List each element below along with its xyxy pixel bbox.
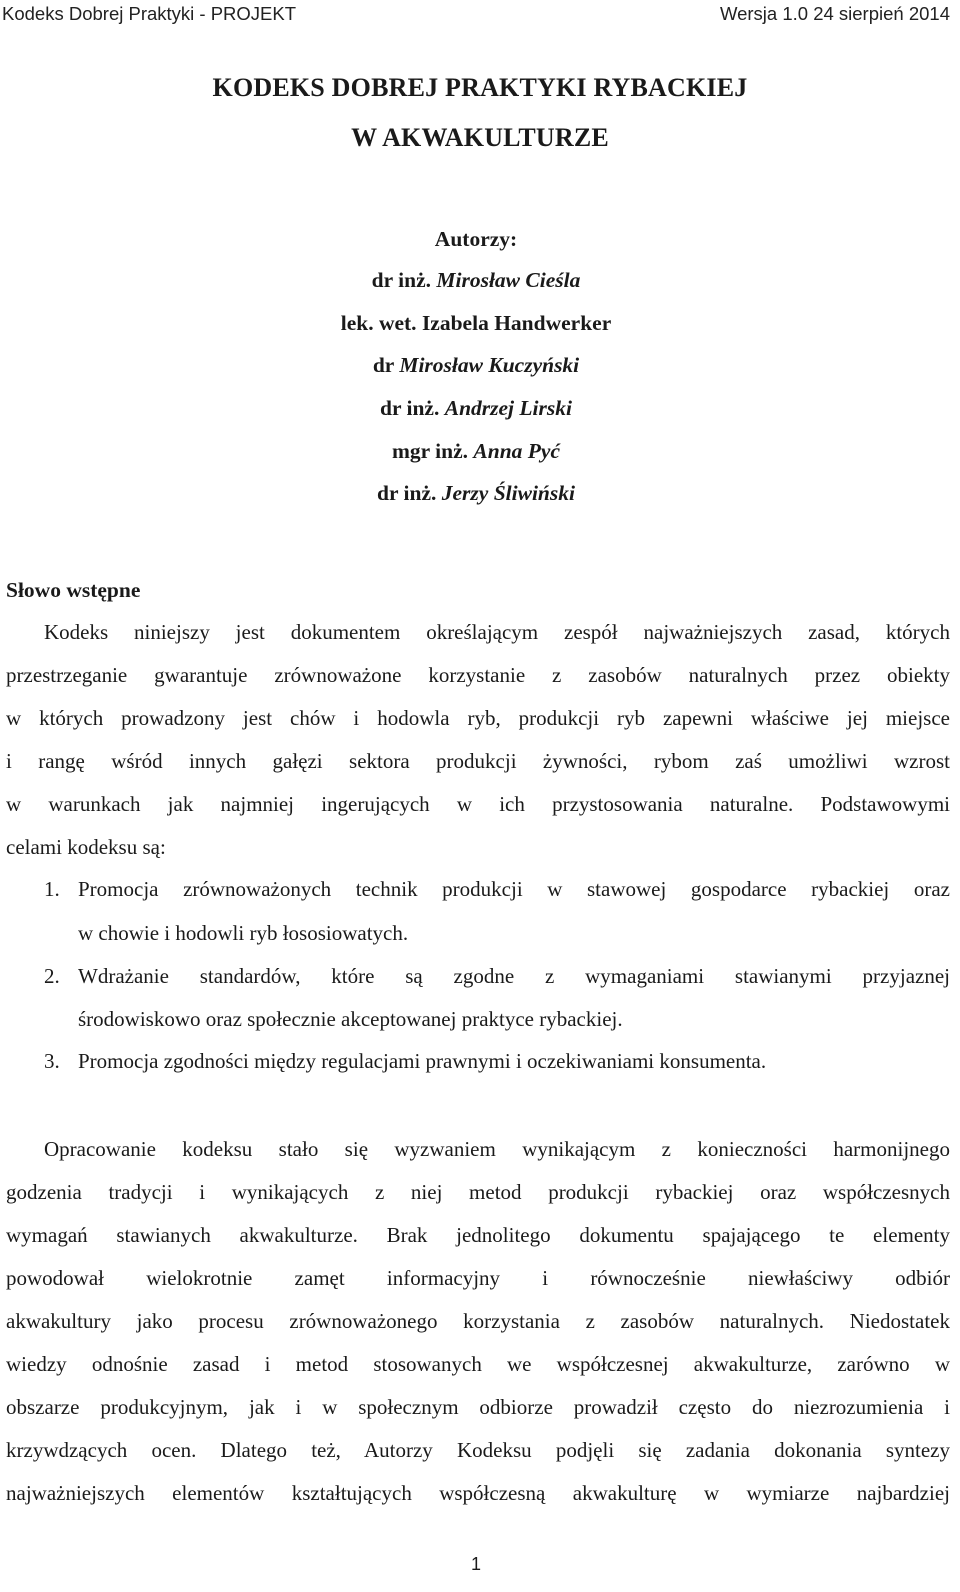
list-item-number: 3.	[44, 1049, 60, 1073]
paragraph-line: powodował wielokrotnie zamęt informacyjny i równocześnie niewłaściwy odbiór	[6, 1266, 950, 1290]
paragraph-line: celami kodeksu są:	[6, 835, 166, 859]
author-name: Mirosław Cieśla	[436, 268, 581, 292]
list-item-line: Wdrażanie standardów, które są zgodne z wymaganiami stawianymi przyjaznej	[78, 964, 950, 988]
paragraph-line: wiedzy odnośnie zasad i metod stosowanych we współczesnej akwakulturze, zarówno w	[6, 1352, 950, 1376]
author-degree: dr	[372, 353, 400, 377]
paragraph-line: najważniejszych elementów kształtujących współczesną akwakulturę w wymiarze najbardziej	[6, 1481, 950, 1505]
author-name: Andrzej Lirski	[444, 396, 572, 420]
author-2	[0, 311, 952, 336]
author-degree: dr inż.	[371, 268, 437, 292]
author-degree: dr inż.	[380, 396, 445, 420]
author-name: Jerzy Śliwiński	[441, 481, 575, 505]
list-item-line: środowiskowo oraz społecznie akceptowanej praktyce rybackiej.	[78, 1007, 623, 1031]
paragraph-line: i rangę wśród innych gałęzi sektora produkcji żywności, rybom zaś umożliwi wzrost	[6, 749, 950, 773]
list-item-number: 1.	[44, 877, 60, 901]
author-degree: lek. wet.	[340, 311, 422, 335]
list-item-line: w chowie i hodowli ryb łososiowatych.	[78, 921, 409, 945]
paragraph-line: Opracowanie kodeksu stało się wyzwaniem wynikającym z konieczności harmonijnego	[44, 1137, 950, 1161]
author-1	[0, 268, 952, 293]
authors-label: Autorzy:	[434, 227, 518, 251]
list-item-line: Promocja zgodności między regulacjami prawnymi i oczekiwaniami konsumenta.	[78, 1049, 767, 1073]
author-name: Mirosław Kuczyński	[399, 353, 580, 377]
list-item-line: Promocja zrównoważonych technik produkcji w stawowej gospodarce rybackiej oraz	[78, 877, 950, 901]
header-doc-title: Kodeks Dobrej Praktyki - PROJEKT	[2, 3, 297, 24]
author-5	[0, 439, 952, 464]
page-header	[0, 0, 960, 32]
author-degree: mgr inż.	[391, 439, 474, 463]
list-item-number: 2.	[44, 964, 60, 988]
author-6	[0, 481, 952, 506]
document-title-line-2: W AKWAKULTURZE	[351, 123, 609, 152]
author-name: Izabela Handwerker	[421, 311, 612, 335]
page-number: 1	[470, 1554, 481, 1574]
paragraph-line: w warunkach jak najmniej ingerujących w ich przystosowania naturalne. Podstawowymi	[6, 792, 950, 816]
paragraph-line: akwakultury jako procesu zrównoważonego korzystania z zasobów naturalnych. Niedostatek	[6, 1309, 950, 1333]
paragraph-line: krzywdzących ocen. Dlatego też, Autorzy Kodeksu podjęli się zadania dokonania syntezy	[6, 1438, 950, 1462]
paragraph-line: wymagań stawianych akwakulturze. Brak jednolitego dokumentu spajającego te elementy	[6, 1223, 950, 1247]
paragraph-line: godzenia tradycji i wynikających z niej metod produkcji rybackiej oraz współczesnych	[6, 1180, 950, 1204]
document-title-line-1: KODEKS DOBREJ PRAKTYKI RYBACKIEJ	[212, 73, 748, 102]
section-title-foreword: Słowo wstępne	[6, 578, 141, 602]
author-name: Anna Pyć	[473, 439, 561, 463]
author-3	[0, 353, 952, 378]
paragraph-line: przestrzeganie gwarantuje zrównoważone korzystanie z zasobów naturalnych przez obiekty	[6, 663, 950, 687]
paragraph-line: w których prowadzony jest chów i hodowla ryb, produkcji ryb zapewni właściwe jej miejsce	[6, 706, 950, 730]
paragraph-line: Kodeks niniejszy jest dokumentem określającym zespół najważniejszych zasad, których	[44, 620, 950, 644]
paragraph-line: obszarze produkcyjnym, jak i w społecznym odbiorze prowadził często do niezrozumienia i	[6, 1395, 950, 1419]
author-degree: dr inż.	[377, 481, 442, 505]
header-version: Wersja 1.0 24 sierpień 2014	[719, 3, 950, 24]
author-4	[0, 396, 952, 421]
